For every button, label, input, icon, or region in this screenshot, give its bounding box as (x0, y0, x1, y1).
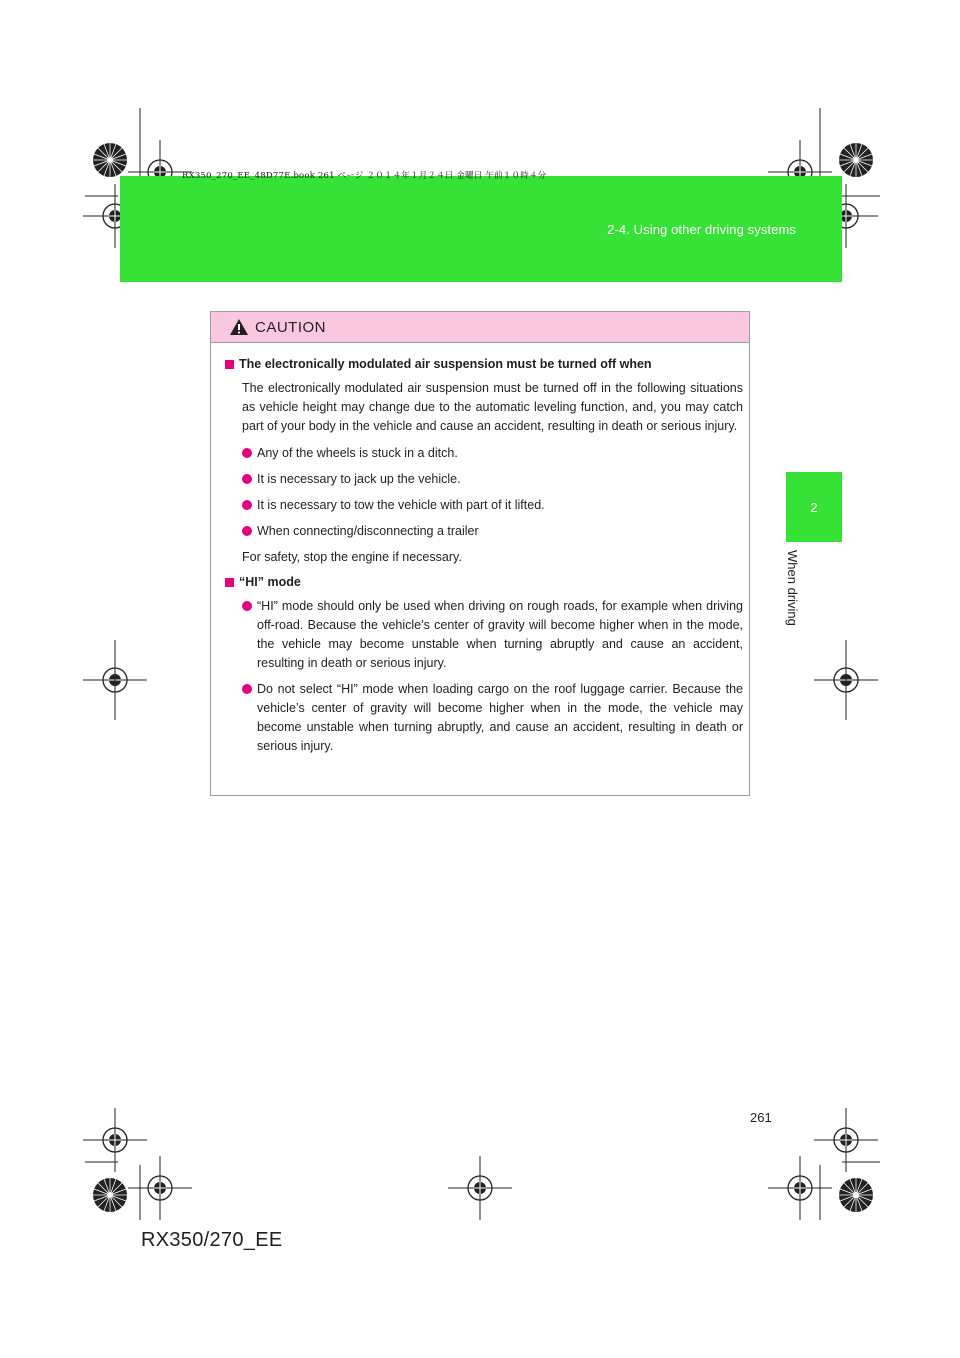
bullet-dot-icon (242, 601, 252, 611)
list-item: Do not select “HI” mode when loading cargo on the roof luggage carrier. Because the vehicle’s center of gravity will become higher when in the mode, the vehicle may become unstable when turning abruptly, and cause an accident, resulting in death or serious injury. (242, 680, 743, 756)
bullet-dot-icon (242, 500, 252, 510)
chapter-label (784, 550, 804, 640)
warning-icon (229, 318, 249, 336)
caution-header (211, 312, 749, 343)
bullet-dot-icon (242, 526, 252, 536)
section-heading: “HI” mode (225, 575, 743, 589)
section-footer: For safety, stop the engine if necessary. (242, 550, 462, 564)
section-heading: The electronically modulated air suspension must be turned off when (225, 357, 743, 371)
bullet-dot-icon (242, 448, 252, 458)
bullet-dot-icon (242, 474, 252, 484)
section-intro: The electronically modulated air suspension must be turned off in the following situations as vehicle height may change due to the automatic leveling function, and, you may catch part of your body in the vehicle and cause an accident, resulting in death or serious injury. (242, 381, 743, 433)
caution-body (211, 343, 749, 756)
bullet-dot-icon (242, 684, 252, 694)
list-item: When connecting/disconnecting a trailer (242, 522, 743, 541)
list-item: It is necessary to tow the vehicle with part of it lifted. (242, 496, 743, 515)
chapter-tab (786, 472, 842, 542)
section-header-band (120, 176, 842, 282)
list-item: It is necessary to jack up the vehicle. (242, 470, 743, 489)
model-code: RX350/270_EE (141, 1229, 283, 1251)
square-bullet-icon (225, 578, 234, 587)
caution-box (210, 311, 750, 796)
chapter-number: 2 (810, 499, 818, 515)
list-item: “HI” mode should only be used when driving on rough roads, for example when driving off-road. Because the vehicle’s center of gravity will become higher when in the mode, the vehicle may become unstable when turning abruptly and cause an accident, resulting in death or serious injury. (242, 597, 743, 673)
chapter-label-text: When driving (785, 550, 800, 626)
list-item: Any of the wheels is stuck in a ditch. (242, 444, 743, 463)
print-info: RX350_270_EE_48D77E.book 261 ページ ２０１４年１月２４日 金曜日 午前１０時４分 (182, 171, 547, 181)
square-bullet-icon (225, 360, 234, 369)
section-title: 2-4. Using other driving systems (607, 222, 796, 237)
caution-title: CAUTION (255, 318, 326, 336)
page-number: 261 (750, 1110, 772, 1125)
